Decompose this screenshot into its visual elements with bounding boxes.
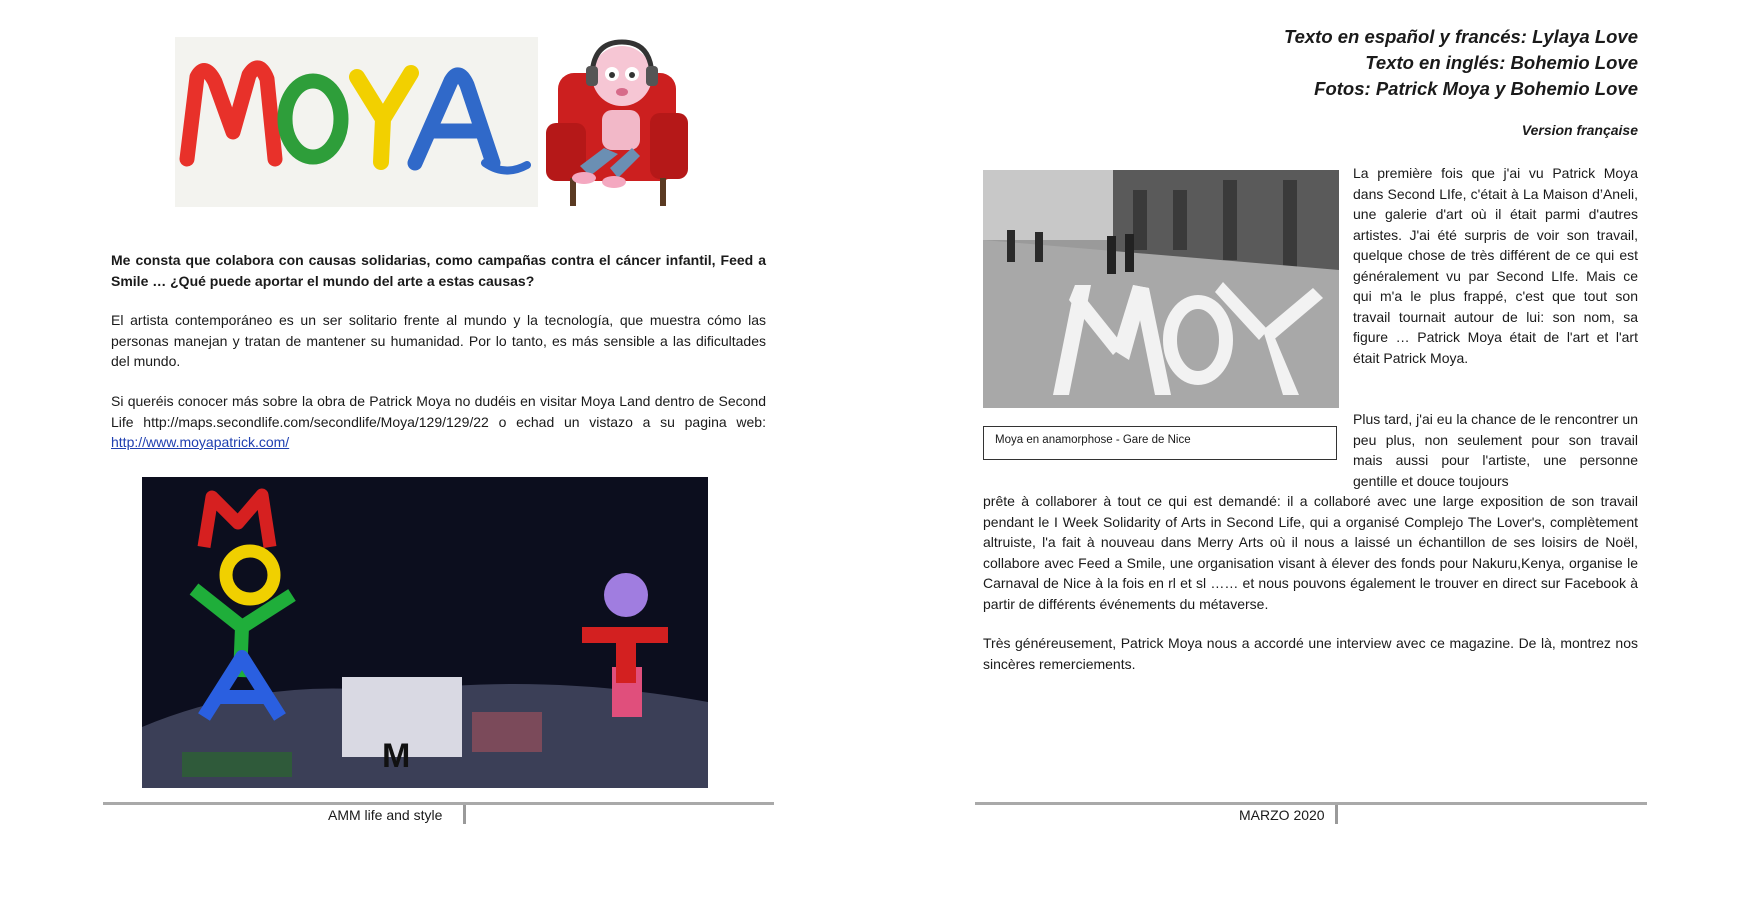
svg-text:M: M — [382, 737, 411, 775]
right-footer-rule — [975, 802, 1647, 805]
answer-paragraph-1: El artista contemporáneo es un ser solitario frente al mundo y la tecnología, que muestra cómo las personas manejan y tratan de mantener su humanidad. Por lo tanto, es más sensible a las dificultades del mundo. — [111, 312, 766, 369]
french-paragraph-2-continued: prête à collaborer à tout ce qui est demandé: il a collaboré avec une large exposition de son travail pendant le I Week Solidarity of Arts in Second Life, qui a organisé Complejo The Lover's, complètement altruiste, l'a fait à nouveau dans Merry Arts où il nous a laissé un échantillon de ses loisirs de Noël, collabore avec Feed a Smile, une organisation visant à élever des fonds pour Nakuru,Kenya, organise le Carnaval de Nice à la fois en rl et sl …… et nous pouvons également le trouver en direct sur Facebook à partir de différents événements du métaverse. — [983, 493, 1638, 612]
french-paragraph-3: Très généreusement, Patrick Moya nous a accordé une interview avec ce magazine. De là, montrez nos sincères remerciements. — [983, 635, 1638, 672]
moya-website-link[interactable]: http://www.moyapatrick.com/ — [111, 434, 290, 450]
french-paragraph-1: La première fois que j'ai vu Patrick Moya dans Second LIfe, c'était à La Maison d’Aneli, une galerie d'art où il était parmi d'autres artistes. J'ai été surpris de voir son travail, quelque chose de très différent de ce qui est généralement vu par Second LIfe. Mais ce qui m'a le plus frappé, c'est que tout son travail tournait autour de lui: son nom, sa figure … Patrick Moya était de l'art et l'art était Patrick Moya. — [1353, 165, 1638, 366]
gare-de-nice-photo — [983, 170, 1339, 408]
french-paragraph-2-start: Plus tard, j'ai eu la chance de le rencontrer un peu plus, non seulement pour son travail mais aussi pour l'artiste, une personne gentille et douce toujours — [1353, 411, 1638, 489]
moya-land-second-life-image — [142, 477, 708, 788]
version-label: Version française — [1521, 122, 1638, 138]
right-footer-text: MARZO 2020 — [1239, 807, 1325, 823]
left-footer-divider — [463, 805, 466, 824]
answer-paragraph-2-text: Si queréis conocer más sobre la obra de Patrick Moya no dudéis en visitar Moya Land dentro de Second Life http://maps.secondlife.com/secondlife/Moya/129/129/22 o echad un vistazo a su pagina web: — [111, 393, 766, 430]
left-footer-rule — [103, 802, 774, 805]
credit-line-2: Texto en inglés: Bohemio Love — [1365, 52, 1638, 73]
interview-question: Me consta que colabora con causas solidarias, como campañas contra el cáncer infantil, Feed a Smile … ¿Qué puede aportar el mundo del arte a estas causas? — [111, 252, 766, 289]
moya-logo — [175, 37, 538, 207]
photo-caption: Moya en anamorphose - Gare de Nice — [983, 426, 1337, 460]
answer-paragraph-2 — [111, 391, 766, 453]
right-footer-divider — [1335, 805, 1338, 824]
left-footer-text: AMM life and style — [328, 807, 443, 823]
moya-avatar-armchair-image — [540, 28, 690, 208]
credit-line-3: Fotos: Patrick Moya y Bohemio Love — [1314, 78, 1638, 99]
credit-line-1: Texto en español y francés: Lylaya Love — [1283, 26, 1638, 47]
